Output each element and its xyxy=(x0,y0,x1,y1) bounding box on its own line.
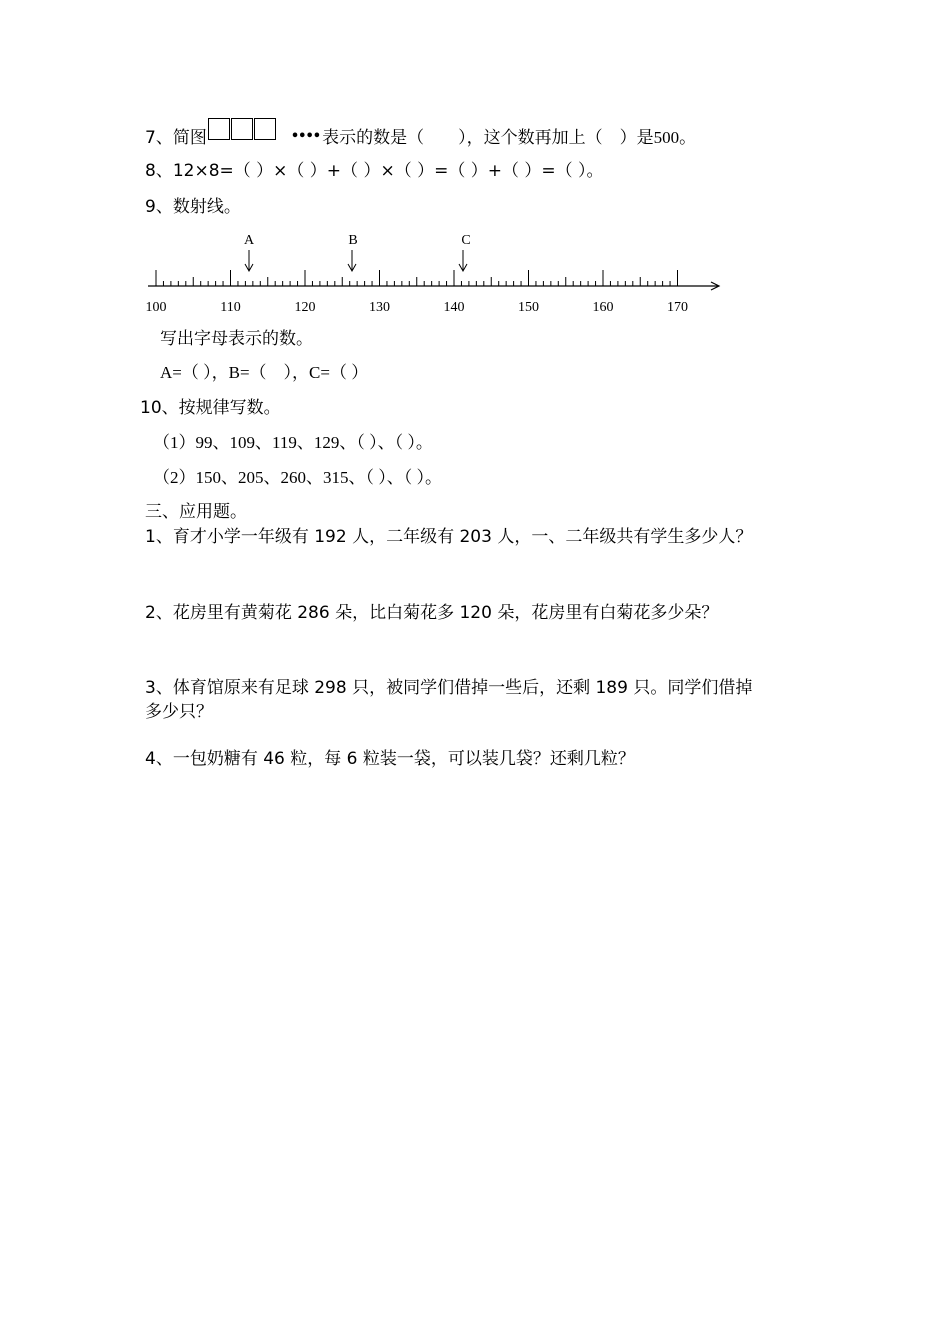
square-icon xyxy=(208,118,230,140)
q10-line-2: （2）150、205、260、315、（ ）、（ ）。 xyxy=(153,468,442,487)
tick-label: 170 xyxy=(667,300,688,315)
question-8: 8、12×8=（ ）×（ ）+（ ）×（ ）=（ ）+（ ）=（ ）。 xyxy=(145,161,604,181)
q10-line-1: （1）99、109、119、129、（ ）、（ ）。 xyxy=(153,433,433,452)
tick-label: 150 xyxy=(518,300,539,315)
hundreds-squares-diagram xyxy=(208,118,277,143)
marker-c xyxy=(459,233,471,271)
q7-end: 。 xyxy=(679,128,697,148)
q7-number: 500 xyxy=(653,128,680,147)
problem-2: 2、花房里有黄菊花 286 朵，比白菊花多 120 朵，花房里有白菊花多少朵？ xyxy=(145,603,719,623)
question-9-title: 9、数射线。 xyxy=(145,197,241,217)
section-3-title: 三、应用题。 xyxy=(145,502,247,522)
q9-answer: A=（ ），B=（ ），C=（ ） xyxy=(160,363,369,382)
tick-label: 140 xyxy=(443,300,465,315)
number-ray-tick-labels xyxy=(146,300,689,315)
square-icon xyxy=(254,118,276,140)
number-ray-ticks xyxy=(156,270,678,286)
square-icon xyxy=(231,118,253,140)
problem-1: 1、育才小学一年级有 192 人，二年级有 203 人，一、二年级共有学生多少人？ xyxy=(145,527,753,547)
marker-b-label: B xyxy=(348,233,358,248)
marker-a-label: A xyxy=(243,233,255,248)
marker-c-label: C xyxy=(461,233,471,248)
marker-b xyxy=(348,233,358,271)
tick-label: 120 xyxy=(294,300,316,315)
tick-label: 160 xyxy=(592,300,614,315)
q7-prefix: 7、简图 xyxy=(145,128,207,148)
tick-label: 110 xyxy=(220,300,241,315)
question-10-title: 10、按规律写数。 xyxy=(140,398,281,418)
marker-a xyxy=(244,233,255,271)
problem-3-line-2: 多少只？ xyxy=(145,702,213,722)
problem-3-line-1: 3、体育馆原来有足球 298 只，被同学们借掉一些后，还剩 189 只。同学们借掉 xyxy=(145,678,753,698)
ones-dots: •••• xyxy=(290,129,321,144)
q7-text: 表示的数是（ ），这个数再加上（ ）是 xyxy=(322,128,654,148)
problem-4: 4、一包奶糖有 46 粒，每 6 粒装一袋，可以装几袋？还剩几粒？ xyxy=(145,749,635,769)
q9-instruction: 写出字母表示的数。 xyxy=(160,329,313,349)
tick-label: 100 xyxy=(145,300,167,315)
number-ray xyxy=(140,228,740,323)
tick-label: 130 xyxy=(369,300,390,315)
question-7 xyxy=(145,124,696,151)
